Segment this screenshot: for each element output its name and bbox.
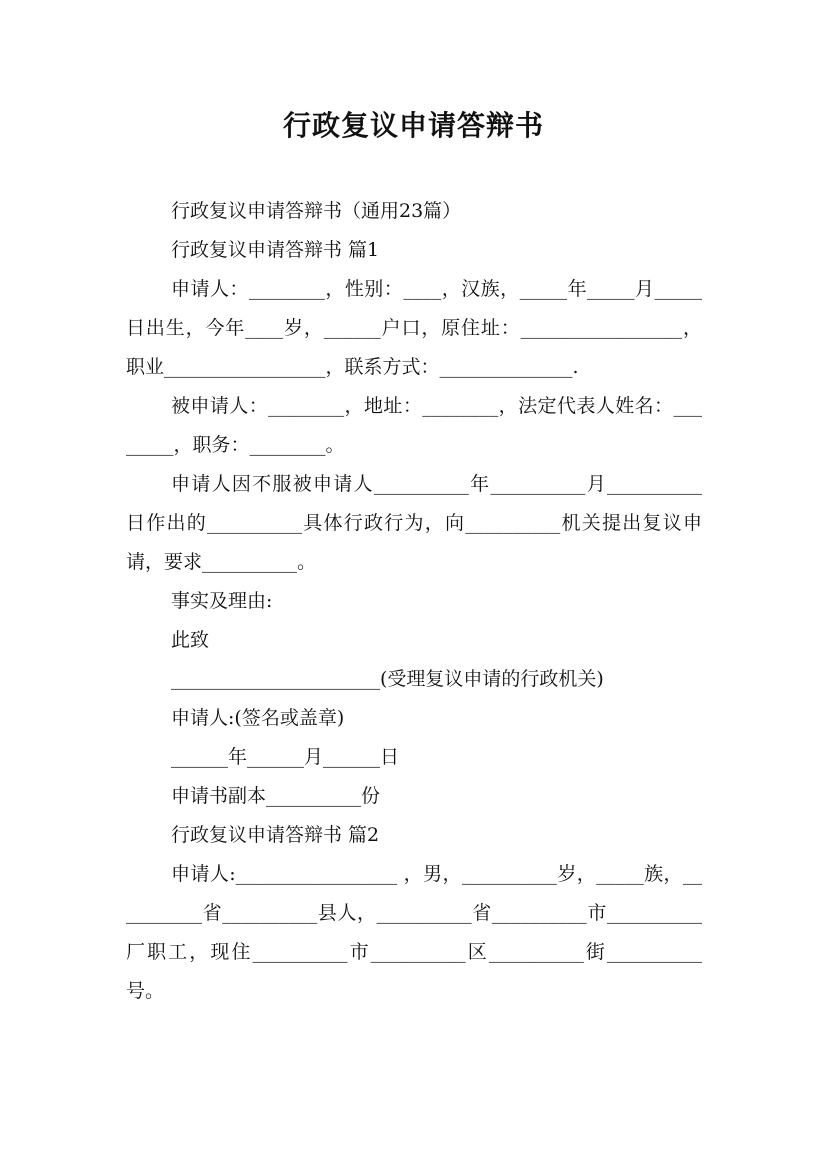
respondent-paragraph: 被申请人：________，地址：________，法定代表人姓名：________，职务：________。: [126, 395, 702, 456]
document-body: [126, 192, 702, 1011]
applicant-paragraph-2: 申请人:_________________ ，男，__________岁，_____族，__________省__________县人，__________省__________市__________厂职工，现住__________市__________区__________街__________号。: [126, 863, 702, 1002]
copies-paragraph: 申请书副本__________份: [171, 785, 381, 807]
facts-reasons-paragraph: 事实及理由:: [171, 590, 273, 612]
document-title: 行政复议申请答辩书: [282, 109, 544, 142]
applicant-paragraph: 申请人：________，性别：____，汉族，_____年_____月_____日出生，今年____岁，______户口，原住址：_________________，职业_________________，联系方式：______________.: [126, 278, 702, 378]
salutation-paragraph: 此致: [171, 629, 210, 651]
date-paragraph: ______年______月______日: [171, 746, 400, 768]
subtitle-paragraph: 行政复议申请答辩书（通用23篇）: [171, 200, 462, 222]
signature-paragraph: 申请人:(签名或盖章): [171, 707, 345, 729]
section-heading-1: 行政复议申请答辩书 篇1: [171, 239, 380, 261]
section-heading-2: 行政复议申请答辩书 篇2: [171, 824, 380, 846]
recipient-paragraph: ______________________(受理复议申请的行政机关): [171, 668, 604, 690]
request-paragraph: 申请人因不服被申请人__________年__________月__________日作出的__________具体行政行为，向__________机关提出复议申请，要求__________。: [126, 473, 702, 573]
